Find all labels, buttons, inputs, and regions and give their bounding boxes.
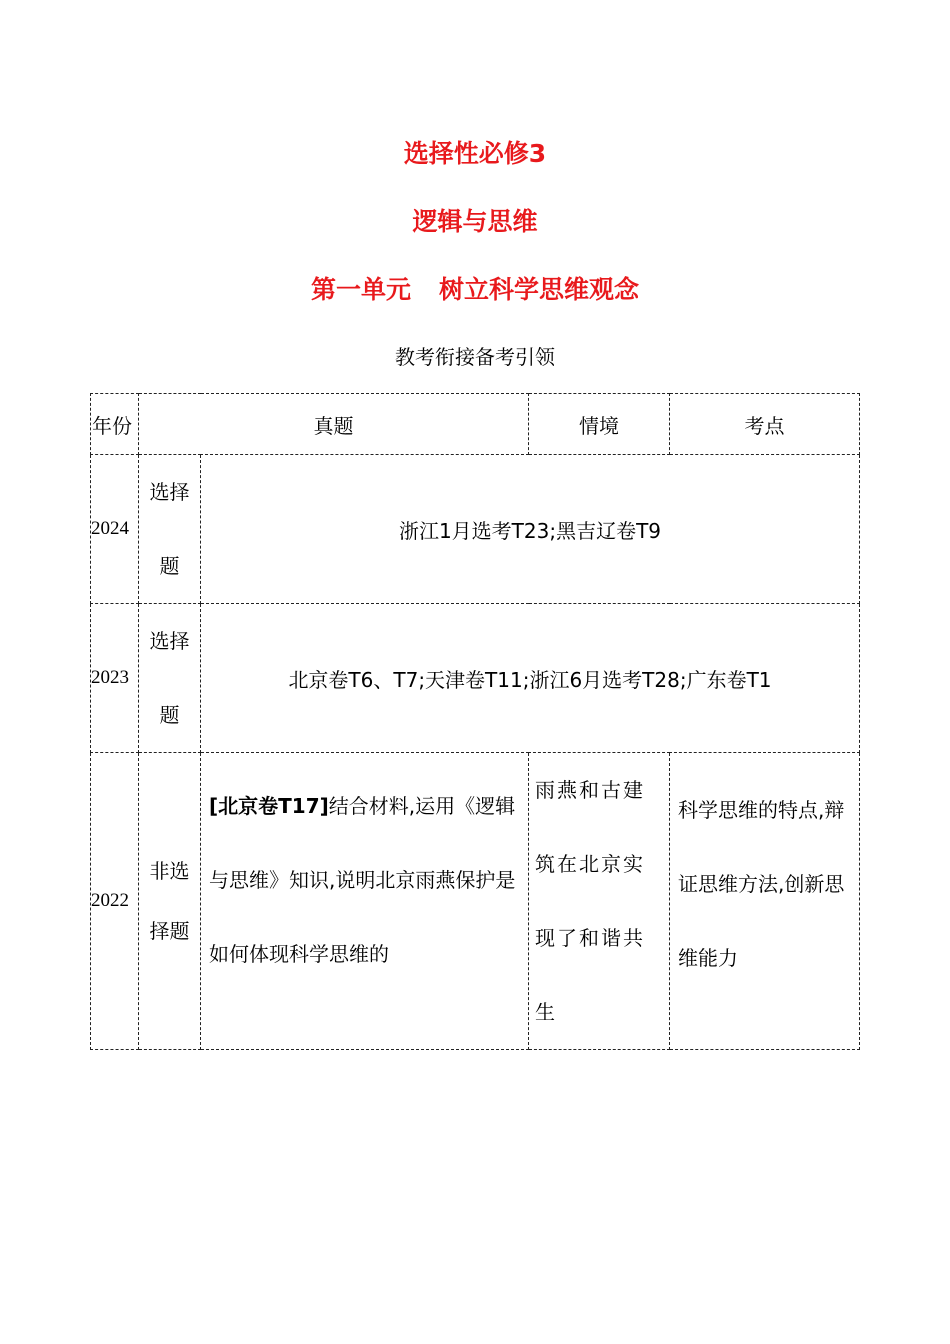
type-line: 题 <box>159 703 180 727</box>
row-question-type <box>139 455 201 604</box>
unit-title <box>0 270 950 306</box>
book-title: 逻辑与思维 <box>412 207 538 236</box>
table-header-row <box>91 394 860 455</box>
type-line: 选择 <box>149 629 190 653</box>
row-question-type <box>139 604 201 753</box>
row-questions: 浙江1月选考T23;黑吉辽卷T9 <box>201 455 860 604</box>
row-questions: 北京卷T6、T7;天津卷T11;浙江6月选考T28;广东卷T1 <box>201 604 860 753</box>
row-point: 科学思维的特点,辩证思维方法,创新思维能力 <box>670 753 860 1050</box>
table-row <box>91 455 860 604</box>
table-row <box>91 753 860 1050</box>
type-line: 非选 <box>149 859 190 883</box>
question-source: [北京卷T17] <box>209 794 329 818</box>
question-text: 结合材料,运用《逻辑与思维》知识,说明北京雨燕保护是如何体现科学思维的 <box>209 794 516 966</box>
row-year: 2024 <box>91 455 139 604</box>
header-year: 年份 <box>91 394 139 455</box>
table-row <box>91 604 860 753</box>
header-question: 真题 <box>139 394 529 455</box>
type-line: 选择 <box>149 480 190 504</box>
type-line: 题 <box>159 554 180 578</box>
row-year: 2022 <box>91 753 139 1050</box>
exam-table <box>90 393 860 1050</box>
unit-name: 树立科学思维观念 <box>439 275 640 304</box>
row-question <box>201 753 529 1050</box>
row-situation: 雨燕和古建筑在北京实现了和谐共生 <box>529 753 670 1050</box>
unit-number: 第一单元 <box>310 275 411 304</box>
type-line: 择题 <box>149 919 190 943</box>
module-title: 选择性必修3 <box>403 139 547 168</box>
header-situation: 情境 <box>529 394 670 455</box>
header-point: 考点 <box>670 394 860 455</box>
row-question-type <box>139 753 201 1050</box>
row-year: 2023 <box>91 604 139 753</box>
section-subtitle: 教考衔接备考引领 <box>395 345 555 369</box>
